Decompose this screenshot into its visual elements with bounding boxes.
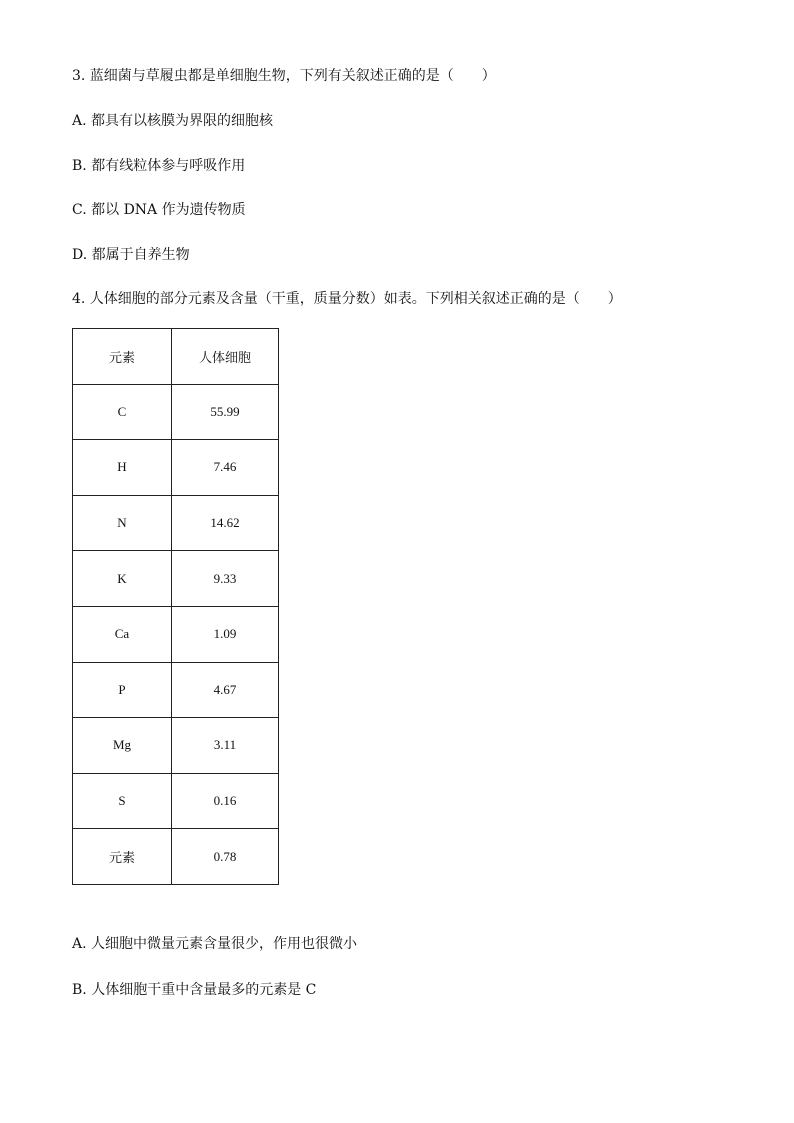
question-4-stem: 4. 人体细胞的部分元素及含量（干重，质量分数）如表。下列相关叙述正确的是（ ） bbox=[72, 291, 622, 307]
table-cell-element: Mg bbox=[73, 718, 172, 774]
table-row bbox=[73, 551, 279, 607]
question-3-stem: 3. 蓝细菌与草履虫都是单细胞生物，下列有关叙述正确的是（ ） bbox=[72, 68, 496, 84]
table-cell-value: 55.99 bbox=[172, 384, 279, 440]
table-cell-element: 元素 bbox=[73, 829, 172, 885]
table-cell-value: 9.33 bbox=[172, 551, 279, 607]
element-content-table bbox=[72, 328, 279, 885]
table-cell-value: 0.78 bbox=[172, 829, 279, 885]
table-cell-value: 1.09 bbox=[172, 606, 279, 662]
table-cell-value: 3.11 bbox=[172, 718, 279, 774]
table-row bbox=[73, 440, 279, 496]
table-row bbox=[73, 606, 279, 662]
table-row bbox=[73, 773, 279, 829]
table-row bbox=[73, 662, 279, 718]
table-cell-element: H bbox=[73, 440, 172, 496]
table-cell-element: C bbox=[73, 384, 172, 440]
table-row bbox=[73, 495, 279, 551]
table-header-cell: 人体细胞 bbox=[172, 329, 279, 385]
question-3-option-b: B. 都有线粒体参与呼吸作用 bbox=[72, 158, 246, 174]
question-4-option-a: A. 人细胞中微量元素含量很少，作用也很微小 bbox=[72, 936, 358, 952]
table-cell-element: N bbox=[73, 495, 172, 551]
table-cell-element: K bbox=[73, 551, 172, 607]
table-cell-element: Ca bbox=[73, 606, 172, 662]
table-cell-value: 7.46 bbox=[172, 440, 279, 496]
table-cell-value: 14.62 bbox=[172, 495, 279, 551]
table-row bbox=[73, 718, 279, 774]
table-row bbox=[73, 384, 279, 440]
question-3-option-a: A. 都具有以核膜为界限的细胞核 bbox=[72, 113, 274, 129]
table-header-cell: 元素 bbox=[73, 329, 172, 385]
question-3-option-c: C. 都以 DNA 作为遗传物质 bbox=[72, 202, 246, 218]
table-cell-value: 0.16 bbox=[172, 773, 279, 829]
table-cell-element: P bbox=[73, 662, 172, 718]
question-3-option-d: D. 都属于自养生物 bbox=[72, 247, 190, 263]
table-cell-value: 4.67 bbox=[172, 662, 279, 718]
table-cell-element: S bbox=[73, 773, 172, 829]
question-4-option-b: B. 人体细胞干重中含量最多的元素是 C bbox=[72, 982, 317, 998]
table-header-row bbox=[73, 329, 279, 385]
table-row bbox=[73, 829, 279, 885]
